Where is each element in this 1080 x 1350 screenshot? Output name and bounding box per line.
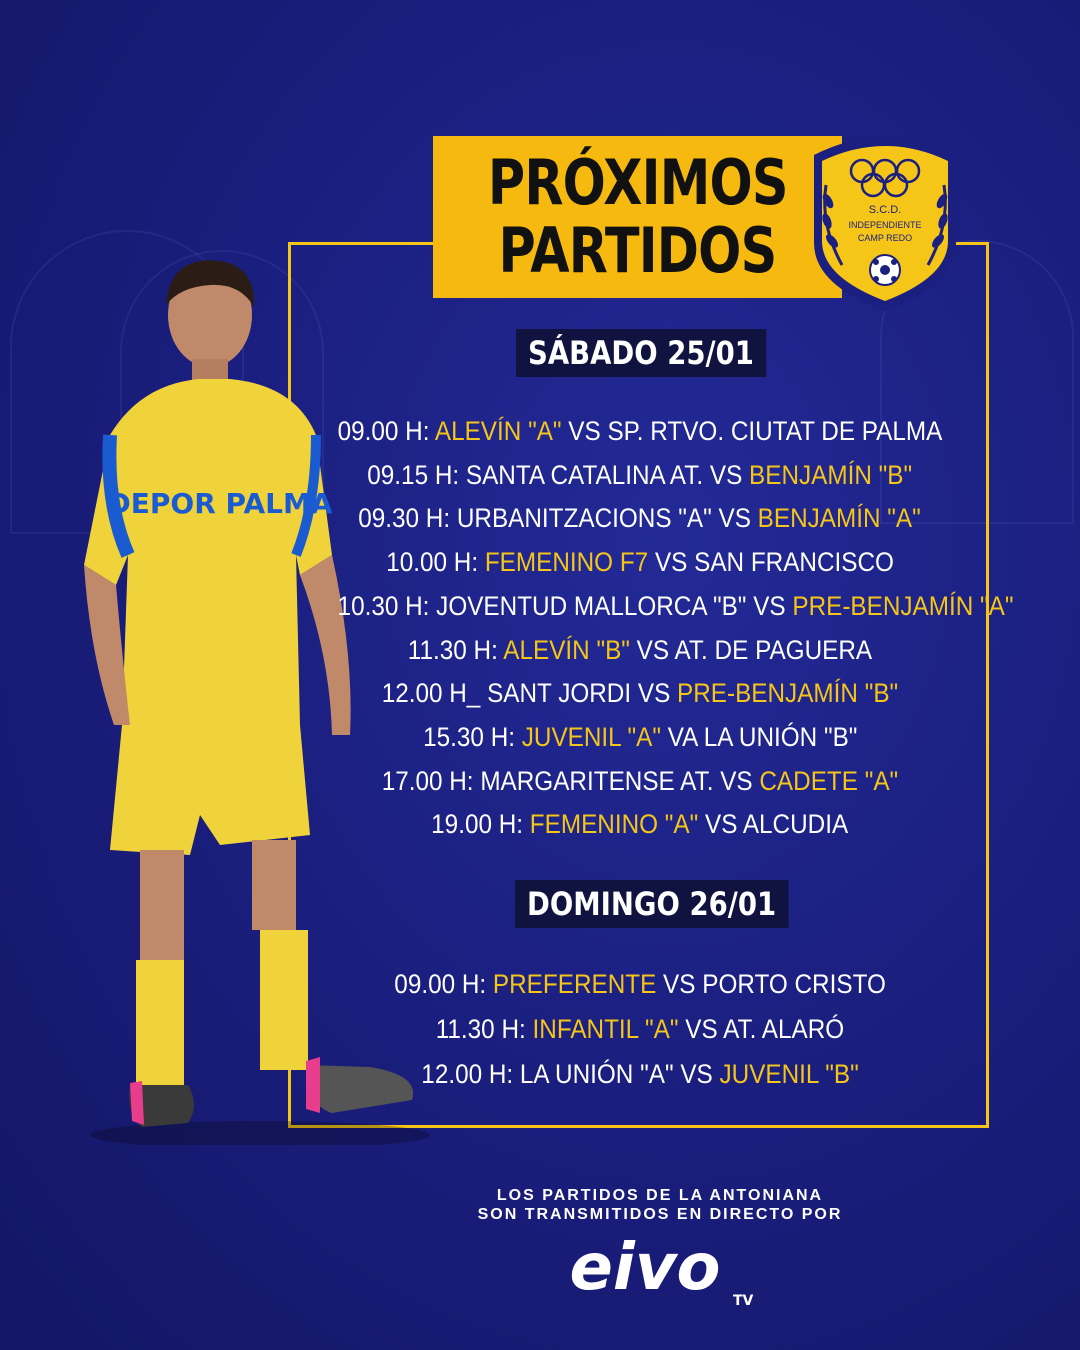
match-row [300, 764, 980, 798]
match-row [300, 414, 980, 448]
eivo-brand-text: eivo [569, 1235, 721, 1305]
match-row [300, 633, 980, 667]
match-separator: VS [712, 503, 759, 534]
match-team-a: JUVENIL "A" [521, 721, 661, 752]
match-team-b: ALCUDIA [743, 809, 849, 840]
match-separator: VS [746, 590, 793, 621]
match-time: 17.00 H: [381, 765, 481, 796]
match-team-b: PRE-BENJAMÍN "B" [677, 678, 899, 709]
match-separator: VS [678, 1014, 724, 1044]
match-team-a: INFANTIL "A" [532, 1014, 679, 1044]
title-line-1: PRÓXIMOS [487, 146, 788, 219]
match-team-a: FEMENINO F7 [484, 547, 649, 578]
match-team-b: BENJAMÍN "B" [749, 459, 913, 490]
match-team-b: CADETE "A" [759, 765, 899, 796]
match-time: 15.30 H: [422, 721, 522, 752]
match-row [300, 720, 980, 754]
match-team-b: AT. DE PAGUERA [674, 634, 873, 665]
day-label-saturday: SÁBADO 25/01 [516, 329, 766, 377]
match-separator: VS [631, 678, 678, 709]
match-time: 12.00 H: [421, 1059, 520, 1089]
eivo-tv-logo [545, 1235, 755, 1315]
match-row [300, 807, 980, 841]
match-time: 09.00 H: [394, 969, 493, 999]
match-time: 09.15 H: [367, 459, 467, 490]
match-team-b: JUVENIL "B" [719, 1059, 859, 1089]
match-time: 12.00 H_ [381, 678, 488, 709]
broadcast-note-line-2: SON TRANSMITIDOS EN DIRECTO POR [477, 1206, 843, 1223]
match-separator: VS [561, 416, 608, 446]
match-row [300, 458, 980, 492]
match-separator: VS [703, 459, 750, 490]
match-separator: VS [629, 634, 675, 665]
match-team-a: LA UNIÓN "A" [519, 1059, 674, 1089]
match-time: 09.00 H: [337, 416, 435, 446]
match-team-a: ALEVÍN "A" [434, 416, 562, 446]
day-label-sunday: DOMINGO 26/01 [515, 880, 788, 928]
shirt-sponsor-text: DEPOR PALMA [107, 487, 333, 520]
tv-suffix-text: TV [733, 1293, 754, 1309]
match-separator: VA [660, 721, 704, 752]
match-team-b: AT. ALARÓ [723, 1014, 845, 1044]
match-row [300, 1012, 980, 1046]
match-time: 11.30 H: [435, 1014, 533, 1044]
match-team-a: PREFERENTE [492, 969, 657, 999]
match-separator: VS [656, 969, 703, 999]
match-team-b: BENJAMÍN "A" [758, 503, 922, 534]
match-separator: VS [698, 809, 744, 840]
match-team-a: MARGARITENSE AT. [480, 765, 714, 796]
match-team-a: SANTA CATALINA AT. [466, 459, 704, 490]
match-row [300, 501, 980, 535]
match-team-b: PRE-BENJAMÍN "A" [792, 590, 1014, 621]
match-time: 19.00 H: [431, 809, 531, 840]
match-team-a: FEMENINO "A" [530, 809, 699, 840]
match-team-a: ALEVÍN "B" [503, 634, 630, 665]
match-time: 10.30 H: [337, 590, 437, 621]
match-separator: VS [648, 547, 695, 578]
title-banner [433, 136, 842, 298]
crest-text-1: S.C.D. [868, 204, 902, 216]
broadcast-note-line-1: LOS PARTIDOS DE LA ANTONIANA [496, 1187, 824, 1204]
match-time: 11.30 H: [407, 634, 504, 665]
match-time: 09.30 H: [358, 503, 458, 534]
match-row [300, 1057, 980, 1091]
match-team-a: URBANITZACIONS "A" [457, 503, 713, 534]
title-line-2: PARTIDOS [498, 214, 777, 287]
match-team-b: LA UNIÓN "B" [703, 721, 858, 752]
match-time: 10.00 H: [386, 547, 485, 578]
match-separator: VS [713, 765, 760, 796]
match-team-a: SANT JORDI [487, 678, 632, 709]
crest-text-2: INDEPENDIENTE [848, 220, 922, 230]
match-row [300, 589, 1014, 623]
match-row [300, 676, 980, 710]
match-team-b: SAN FRANCISCO [694, 547, 894, 578]
match-team-b: SP. RTVO. CIUTAT DE PALMA [607, 416, 943, 446]
match-team-a: JOVENTUD MALLORCA "B" [436, 590, 747, 621]
club-crest-logo [806, 125, 964, 315]
match-separator: VS [673, 1059, 720, 1089]
match-row [300, 545, 980, 579]
match-row [300, 967, 980, 1001]
match-team-b: PORTO CRISTO [702, 969, 886, 999]
crest-text-3: CAMP REDO [857, 233, 913, 243]
